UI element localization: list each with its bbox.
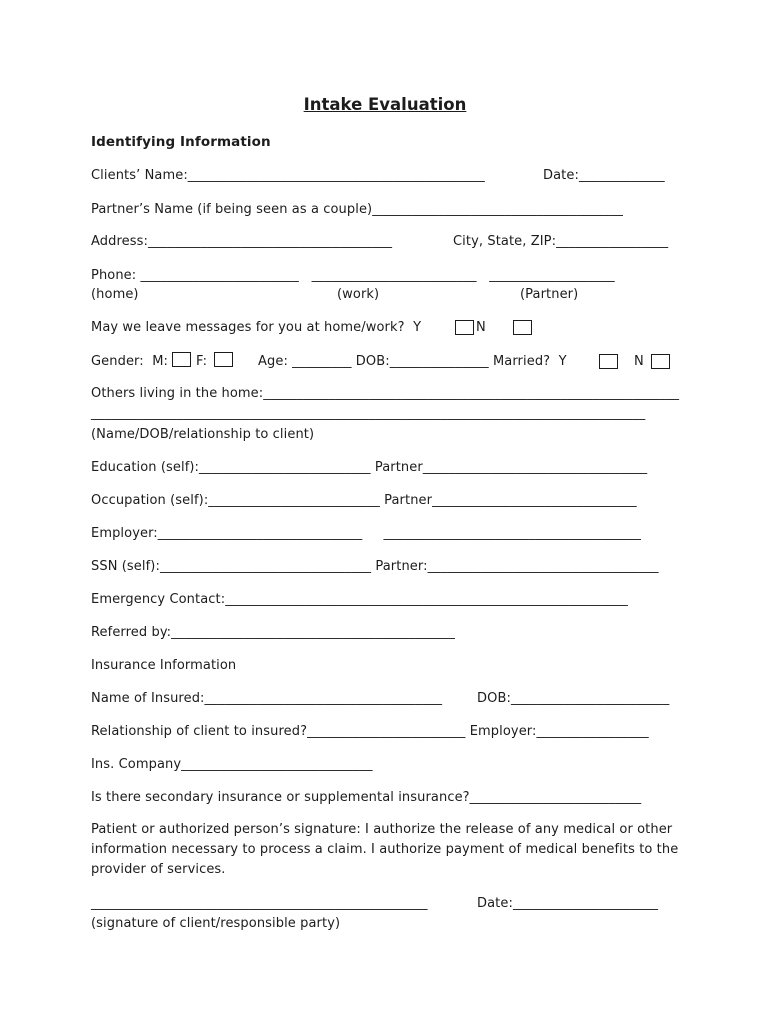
partner-name-field[interactable]: Partner’s Name (if being seen as a couple)______________________________________ [91, 202, 624, 217]
relationship-insured-field[interactable]: Relationship of client to insured?________________________ Employer:_________________ [91, 724, 649, 739]
others-living-line[interactable]: ____________________________________________________________________________________ [91, 406, 646, 421]
city-state-zip-field[interactable]: City, State, ZIP:_________________ [453, 234, 669, 249]
messages-yes-checkbox[interactable] [455, 320, 474, 335]
name-of-insured-field[interactable]: Name of Insured:____________________________________ [91, 691, 443, 706]
married-no-label: N [634, 354, 644, 369]
gender-label: Gender: M: [91, 354, 169, 369]
signature-hint: (signature of client/responsible party) [91, 916, 341, 931]
insured-dob-field[interactable]: DOB:________________________ [477, 691, 670, 706]
section-heading-identifying: Identifying Information [91, 134, 271, 150]
referred-by-field[interactable]: Referred by:___________________________________________ [91, 625, 455, 640]
authorization-paragraph: Patient or authorized person’s signature: I authorize the release of any medical or other information necessary to process a claim. I authorize payment of medical benefits to the provider of services. [91, 822, 679, 877]
address-field[interactable]: Address:_____________________________________ [91, 234, 393, 249]
others-living-field[interactable]: Others living in the home:_______________________________________________________________ [91, 386, 680, 401]
messages-no-checkbox[interactable] [513, 320, 532, 335]
clients-date-field[interactable]: Date:_____________ [543, 168, 665, 183]
age-dob-married-field[interactable]: Age: _________ DOB:_______________ Married? Y [258, 354, 567, 369]
phone-home-label: (home) [91, 287, 139, 302]
married-yes-checkbox[interactable] [599, 354, 618, 369]
form-title: Intake Evaluation [303, 95, 467, 114]
emergency-contact-field[interactable]: Emergency Contact:_____________________________________________________________ [91, 592, 628, 607]
employer-field[interactable]: Employer:_______________________________ _______________________________________ [91, 526, 641, 541]
insurance-info-heading: Insurance Information [91, 658, 237, 673]
messages-no-label: N [476, 320, 486, 335]
phone-work-label: (work) [337, 287, 380, 302]
ssn-field[interactable]: SSN (self):________________________________ Partner:___________________________________ [91, 559, 659, 574]
signature-date-field[interactable]: Date:______________________ [477, 896, 659, 911]
phone-partner-label: (Partner) [520, 287, 579, 302]
phone-field[interactable]: Phone: ________________________ _________________________ ___________________ [91, 268, 615, 283]
others-living-hint: (Name/DOB/relationship to client) [91, 427, 315, 442]
messages-question: May we leave messages for you at home/work? Y [91, 320, 422, 335]
signature-line[interactable]: ___________________________________________________ [91, 896, 428, 911]
occupation-field[interactable]: Occupation (self):__________________________ Partner_______________________________ [91, 493, 637, 508]
ins-company-field[interactable]: Ins. Company_____________________________ [91, 757, 373, 772]
gender-male-checkbox[interactable] [172, 352, 191, 367]
gender-female-checkbox[interactable] [214, 352, 233, 367]
education-field[interactable]: Education (self):__________________________ Partner__________________________________ [91, 460, 648, 475]
gender-female-label: F: [196, 354, 208, 369]
secondary-insurance-field[interactable]: Is there secondary insurance or supplemental insurance?__________________________ [91, 790, 642, 805]
clients-name-field[interactable]: Clients’ Name:_____________________________________________ [91, 168, 485, 183]
married-no-checkbox[interactable] [651, 354, 670, 369]
